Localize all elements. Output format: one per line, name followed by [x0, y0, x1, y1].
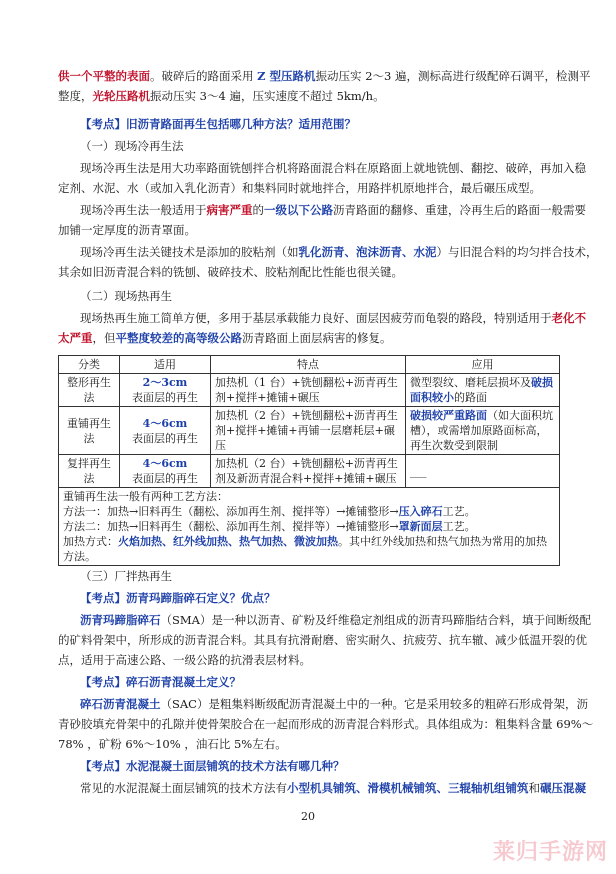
text-run: 沥青路面上面层病害的修复。: [242, 331, 392, 345]
text-line: [58, 716, 594, 732]
text-run: 振动压实 2～3 遍，测标高进行级配碎石调平，检测平: [315, 69, 591, 83]
text-run: 方法一：加热→旧料再生（翻松、添加再生剂、搅拌等）→摊铺整形→: [63, 505, 399, 518]
text-run: （一）现场冷再生法: [80, 139, 184, 153]
text-run: 现场冷再生法关键技术是添加的胶粘剂（如: [80, 245, 299, 259]
highlight-text: 沥青玛蹄脂碎石: [80, 613, 161, 627]
highlight-text: 老化不: [551, 311, 586, 325]
highlight-text: 供一个平整的表面: [58, 69, 150, 83]
text-run: 加铺一定厚度的沥青罩面。: [58, 223, 196, 237]
table-row: [59, 407, 560, 455]
scope-text: 表面层的再生: [132, 472, 198, 485]
text-run: 重铺再生法一般有两种工艺方法：: [63, 490, 228, 503]
feature-cell: 加热机（1 台）+铣刨翻松+沥青再生剂+搅拌+摊铺+碾压: [211, 374, 406, 407]
scope-text: 表面层的再生: [132, 431, 198, 445]
application-cell: [406, 374, 560, 407]
footer-line: [63, 534, 555, 564]
thickness-value: 4～6cm: [142, 457, 188, 470]
text-run: （三）厂拌热再生: [80, 569, 172, 583]
text-line: [58, 264, 560, 280]
highlight-text: 光轮压路机: [92, 89, 150, 103]
highlight-text: 太严重: [58, 331, 93, 345]
highlight-text: 罩新面层: [398, 520, 443, 533]
text-line: [58, 180, 560, 196]
text-run: 青砂胶填充骨架中的孔隙并使骨架胶合在一起而形成的沥青混合料形式。具体组成为：粗集料含量 69%～: [58, 717, 594, 731]
text-run: 现场热再生施工简单方便，多用于基层承载能力良好、面层因疲劳而龟裂的路段，特别适用于: [80, 311, 552, 325]
text-line: [58, 68, 591, 84]
category-cell: 复拌再生法: [59, 455, 120, 488]
text-run: ，但: [92, 331, 116, 345]
header-cell: 适用: [120, 356, 211, 374]
thickness-value: 4～6cm: [142, 416, 188, 430]
text-run: 78% ，矿粉 6%～10% ，油石比 5%左右。: [58, 737, 287, 751]
text-run: 工艺。: [442, 520, 476, 533]
watermark: 莱归手游网: [492, 840, 608, 865]
text-run: 定剂、水泥、水（或加入乳化沥青）和集料同时就地拌合，用路拌机原地拌合，最后碾压成型。: [58, 181, 541, 195]
table-header-row: [59, 356, 560, 374]
text-line: [80, 116, 560, 132]
footer-cell: [59, 488, 560, 566]
highlight-text: 压入碎石: [398, 505, 443, 518]
text-run: （如大面积坑槽），或需增加原路面标高，再生次数受到限制: [410, 409, 553, 452]
scope-cell: [120, 407, 211, 455]
highlight-text: 碾压混凝: [540, 781, 586, 795]
thickness-value: 2～3cm: [142, 376, 188, 389]
text-run: ___: [410, 464, 427, 478]
text-run: 和: [528, 781, 540, 795]
text-run: 其余如旧沥青混合料的铣刨、破碎技术、胶粘剂配比性能也很关键。: [58, 265, 403, 279]
text-run: 点，适用于高速公路、一级公路的抗滑表层材料。: [58, 653, 311, 667]
text-line: [80, 138, 560, 154]
table-footer-row: [59, 488, 560, 566]
text-run: ）与旧混合料的均匀拌合技术，: [436, 245, 598, 259]
text-line: [80, 160, 586, 176]
text-run: 微型裂纹、磨耗层损坏及: [410, 376, 531, 389]
scope-cell: [120, 374, 211, 407]
footer-line: [63, 519, 555, 534]
application-cell: [406, 407, 560, 455]
feature-cell: 加热机（2 台）+铣刨翻松+沥青再生剂+搅拌+摊铺+再铺一层磨耗层+碾压: [211, 407, 406, 455]
text-line: [80, 310, 586, 326]
scope-text: 表面层的再生: [132, 391, 198, 404]
header-cell: 应用: [406, 356, 560, 374]
text-line: [80, 590, 560, 606]
text-line: [80, 674, 560, 690]
text-run: （SAC）是粗集料断级配沥青混凝土中的一种。它是采用较多的粗碎石形成骨架，沥: [160, 697, 588, 711]
regeneration-table: [58, 355, 560, 566]
application-cell: [406, 455, 560, 488]
text-run: 整度，: [58, 89, 93, 103]
text-line: [58, 632, 587, 648]
text-run: 工艺。: [442, 505, 476, 518]
text-run: 。其中红外线加热和热气加热为常用的加热方法。: [63, 535, 547, 563]
text-line: [58, 330, 560, 346]
text-run: 的: [252, 203, 264, 217]
text-run: 的路面: [454, 391, 487, 404]
text-line: [80, 568, 560, 584]
footer-line: [63, 504, 555, 519]
highlight-text: 火焰加热、红外线加热、热气加热、微波加热: [118, 535, 338, 548]
text-line: [58, 736, 560, 752]
text-run: 振动压实 3～4 遍，压实速度不超过 5km/h。: [150, 89, 385, 103]
text-run: （二）现场热再生: [80, 289, 172, 303]
text-run: （SMA）是一种以沥青、矿粉及纤维稳定剂组成的沥青玛蹄脂结合料，填于间断级配: [160, 613, 591, 627]
text-line: [80, 696, 588, 712]
highlight-text: 碎石沥青混凝土: [80, 697, 161, 711]
text-line: [80, 780, 586, 796]
category-cell: 整形再生法: [59, 374, 120, 407]
page-number: 20: [301, 810, 315, 823]
table-row: [59, 374, 560, 407]
text-run: 加热方式：: [63, 535, 118, 548]
highlight-text: 平整度较差的高等级公路: [115, 331, 242, 345]
text-line: [58, 652, 560, 668]
highlight-text: 病害严重: [206, 203, 253, 217]
text-run: 沥青路面的翻修、重建，冷再生后的路面一般需要: [333, 203, 586, 217]
highlight-text: 一级以下公路: [264, 203, 333, 217]
feature-cell: 加热机（2 台）+铣刨翻松+沥青再生剂及新沥青混合料+搅拌+摊铺+碾压: [211, 455, 406, 488]
category-cell: 重铺再生法: [59, 407, 120, 455]
text-run: 现场冷再生法一般适用于: [80, 203, 207, 217]
text-run: 现场冷再生法是用大功率路面铣刨拌合机将路面混合料在原路面上就地铣刨、翻挖、破碎，再加入稳: [80, 161, 586, 175]
footer-line: [63, 489, 555, 504]
text-line: [80, 244, 598, 260]
highlight-text: 【考点】旧沥青路面再生包括哪几种方法？适用范围？: [80, 117, 356, 131]
highlight-text: 【考点】碎石沥青混凝土定义？: [80, 675, 241, 689]
text-run: 方法二：加热→旧料再生（翻松、添加再生剂、搅拌等）→摊铺整形→: [63, 520, 399, 533]
header-cell: 分类: [59, 356, 120, 374]
text-run: 常见的水泥混凝土面层铺筑的技术方法有: [80, 781, 287, 795]
text-line: [58, 222, 560, 238]
text-line: [58, 88, 560, 104]
text-line: [80, 612, 591, 628]
text-line: [80, 758, 560, 774]
text-run: 。破碎后的路面采用: [150, 69, 258, 83]
header-cell: 特点: [211, 356, 406, 374]
highlight-text: 乳化沥青、泡沫沥青、水泥: [298, 245, 437, 259]
table-row: [59, 455, 560, 488]
highlight-text: 【考点】水泥混凝土面层铺筑的技术方法有哪几种？: [80, 759, 345, 773]
highlight-text: 【考点】沥青玛蹄脂碎石定义？优点？: [80, 591, 276, 605]
highlight-text: Z 型压路机: [257, 69, 316, 83]
text-line: [80, 288, 560, 304]
highlight-text: 破损面积较小: [410, 376, 553, 404]
highlight-text: 小型机具铺筑、滑模机械铺筑、三辊轴机组铺筑: [287, 781, 529, 795]
highlight-text: 破损较严重路面: [410, 409, 487, 422]
text-line: [80, 202, 586, 218]
scope-cell: [120, 455, 211, 488]
text-run: 的矿料骨架中，所形成的沥青混合料。其具有抗滑耐磨、密实耐久、抗疲劳、抗车辙、减少低温开裂的优: [58, 633, 587, 647]
